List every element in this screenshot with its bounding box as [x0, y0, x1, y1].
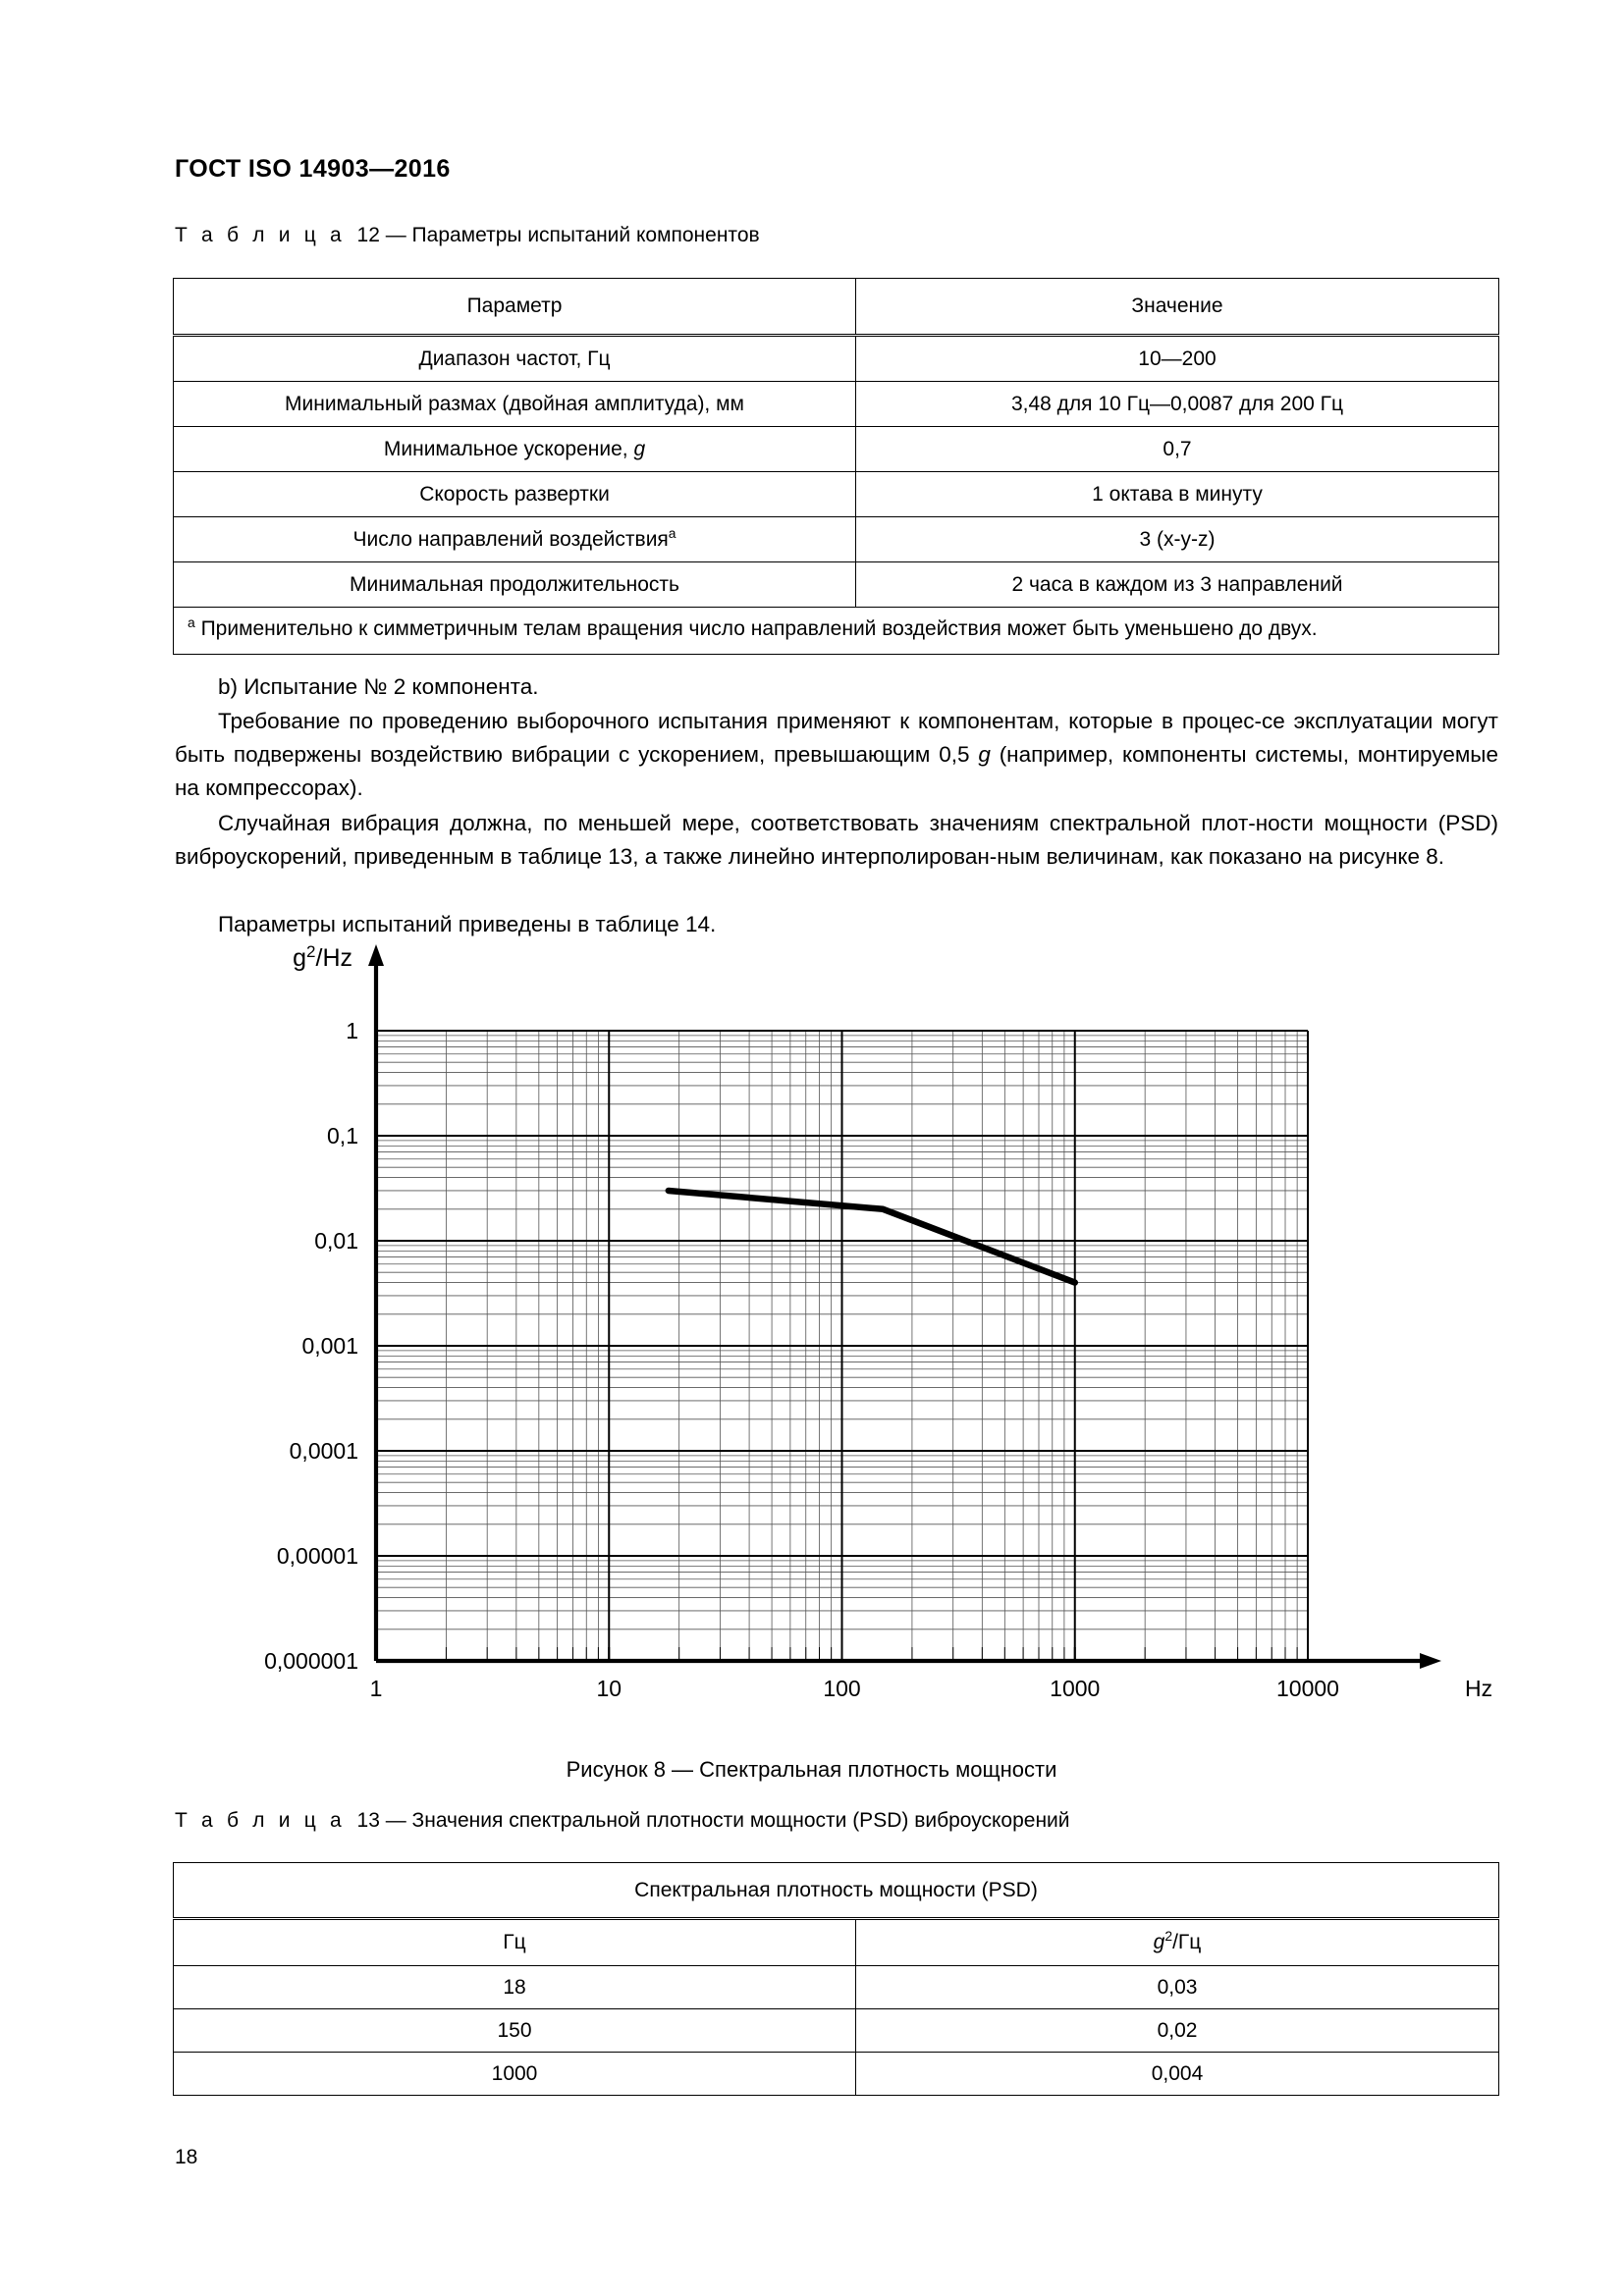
table-13-unit-hz: Гц [174, 1919, 856, 1966]
y-axis-label-base: g [293, 944, 307, 972]
table-row [174, 2009, 1499, 2053]
unit-g-italic: g [1153, 1931, 1165, 1953]
table-row [174, 1966, 1499, 2009]
table-12-header-row [174, 279, 1499, 336]
y-tick-label: 1 [346, 1018, 358, 1043]
table-13-cell-psd: 0,004 [856, 2053, 1499, 2096]
table-row [174, 336, 1499, 382]
table-row [174, 2053, 1499, 2096]
table-13 [173, 1862, 1499, 2096]
table-13-caption [175, 1809, 1070, 1833]
table-13-unit-psd [856, 1919, 1499, 1966]
table-12 [173, 278, 1499, 655]
y-axis-label-tail: /Hz [315, 944, 352, 972]
chart-axes [368, 944, 1441, 1669]
y-tick-label: 0,000001 [264, 1648, 358, 1674]
table-12-caption [175, 224, 760, 247]
paragraph-random-vibration-text: Случайная вибрация должна, по меньшей мере, соответствовать значениям спектральной плот-ности мощности (PSD) виброускорений, приведенным в таблице 13, а также линейно интерполирован-ным величинам, как показано на рисунке 8. [175, 811, 1498, 870]
table-12-cell-param: Скорость развертки [174, 472, 856, 517]
paragraph-requirement [175, 705, 1498, 806]
table-13-cell-hz: 18 [174, 1966, 856, 2009]
table-12-cell-value: 0,7 [856, 427, 1499, 472]
x-axis-label: Hz [1465, 1676, 1493, 1701]
table-13-span-header-row [174, 1863, 1499, 1919]
x-tick-label: 100 [823, 1676, 861, 1701]
paragraph-random-vibration [175, 807, 1498, 874]
table-12-footnote-text: Применительно к симметричным телам вращения число направлений воздействия может быть уменьшено до двух. [200, 617, 1318, 640]
document-header: ГОСТ ISO 14903—2016 [175, 155, 451, 183]
paragraph-test-parameters [175, 908, 1498, 941]
table-12-cell-param-text: Число направлений воздействия [352, 527, 669, 551]
table-12-cell-value: 3 (x-y-z) [856, 517, 1499, 562]
table-row [174, 427, 1499, 472]
unit-g-italic: g [978, 742, 991, 768]
table-12-header-value: Значение [856, 279, 1499, 336]
unit-psd-tail: /Гц [1172, 1931, 1202, 1953]
unit-g-italic: g [633, 437, 646, 460]
figure-8-caption: Рисунок 8 — Спектральная плотность мощности [566, 1757, 1057, 1782]
table-13-unit-row [174, 1919, 1499, 1966]
table-12-cell-value: 2 часа в каждом из 3 направлений [856, 562, 1499, 608]
y-tick-label: 0,0001 [289, 1438, 358, 1464]
paragraph-requirement-text-1: Требование по проведению выборочного испытания применяют к компонентам, которые в процес-се эксплуатации могут быть подвержены воздействию вибрации с ускорением, превышающим 0,5 [175, 709, 1498, 768]
chart-gridlines [376, 1031, 1308, 1661]
page-number: 18 [175, 2146, 198, 2168]
table-12-footnote-cell [174, 608, 1499, 655]
psd-chart-svg [0, 942, 1623, 1747]
psd-curve [669, 1191, 1075, 1283]
table-12-cell-param-text: Минимальное ускорение, [383, 437, 634, 460]
table-row [174, 517, 1499, 562]
table-12-cell-param: Минимальный размах (двойная амплитуда), мм [174, 382, 856, 427]
table-12-header-param: Параметр [174, 279, 856, 336]
footnote-marker-a: a [668, 524, 676, 541]
x-tick-label: 1000 [1050, 1676, 1101, 1701]
table-12-cell-param [174, 517, 856, 562]
paragraph-item-b [175, 670, 1498, 704]
table-12-cell-param: Диапазон частот, Гц [174, 336, 856, 382]
table-13-cell-psd: 0,03 [856, 1966, 1499, 2009]
table-12-cell-param [174, 427, 856, 472]
y-tick-label: 0,00001 [276, 1543, 358, 1569]
y-axis-label [293, 942, 352, 972]
x-tick-label: 10000 [1276, 1676, 1339, 1701]
table-12-cell-value: 10—200 [856, 336, 1499, 382]
x-axis-arrow [1420, 1653, 1441, 1669]
table-12-caption-label: Т а б л и ц а [175, 224, 346, 246]
table-12-cell-param: Минимальная продолжительность [174, 562, 856, 608]
table-13-cell-hz: 150 [174, 2009, 856, 2053]
table-13-span-header: Спектральная плотность мощности (PSD) [174, 1863, 1499, 1919]
y-axis-label-superscript: 2 [306, 942, 316, 961]
table-row [174, 562, 1499, 608]
table-row [174, 382, 1499, 427]
y-tick-label: 0,01 [314, 1228, 358, 1254]
figure-8-psd-chart [0, 942, 1623, 1747]
table-12-cell-value: 3,48 для 10 Гц—0,0087 для 200 Гц [856, 382, 1499, 427]
paragraph-requirement-text-2: (например, компоненты системы, монтируемые на компрессорах). [175, 742, 1498, 801]
y-axis-arrow [368, 944, 384, 966]
table-12-cell-value: 1 октава в минуту [856, 472, 1499, 517]
y-tick-label: 0,1 [327, 1123, 358, 1148]
table-13-caption-text: 13 — Значения спектральной плотности мощности (PSD) виброускорений [356, 1809, 1070, 1832]
table-row [174, 472, 1499, 517]
x-tick-label: 1 [369, 1676, 383, 1701]
y-tick-label: 0,001 [301, 1333, 358, 1359]
x-tick-label: 10 [596, 1676, 622, 1701]
table-13-cell-hz: 1000 [174, 2053, 856, 2096]
chart-series-group [669, 1191, 1075, 1283]
table-12-caption-text: 12 — Параметры испытаний компонентов [356, 224, 760, 246]
table-13-caption-label: Т а б л и ц а [175, 1809, 346, 1832]
footnote-marker-a: a [188, 614, 195, 630]
superscript-two: 2 [1164, 1928, 1173, 1944]
table-12-footnote-row [174, 608, 1499, 655]
paragraph-item-b-text: b) Испытание № 2 компонента. [218, 674, 539, 699]
table-13-cell-psd: 0,02 [856, 2009, 1499, 2053]
paragraph-test-parameters-text: Параметры испытаний приведены в таблице 14. [218, 912, 717, 936]
